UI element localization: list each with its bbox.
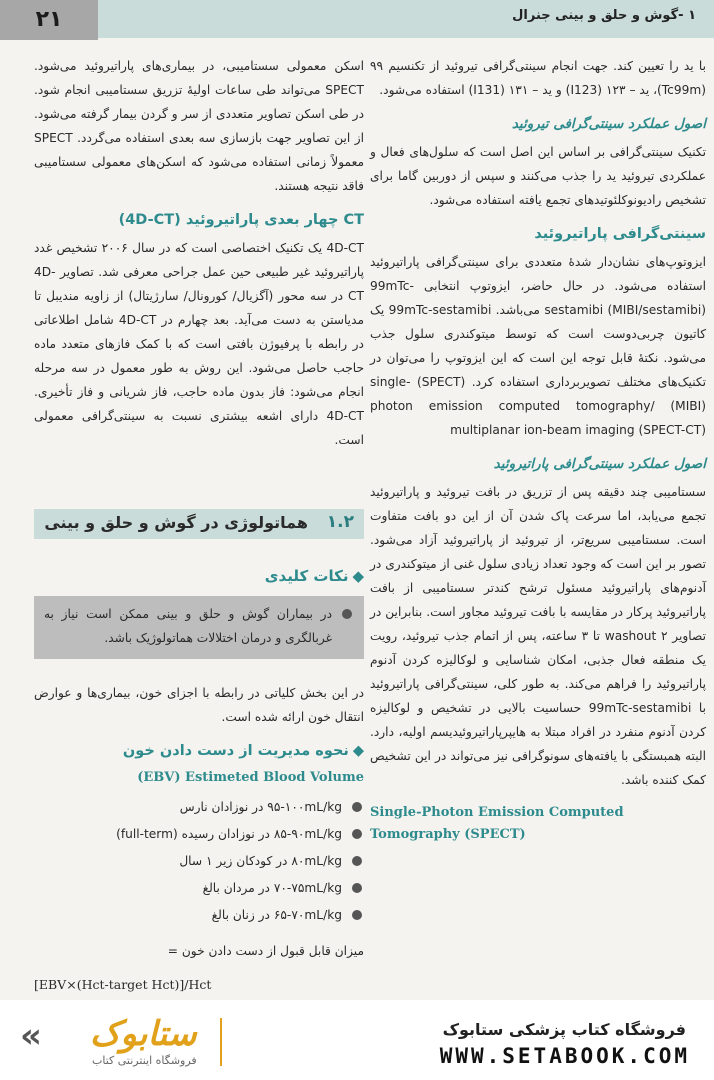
- heading-english: Single-Photon Emission Computed Tomography (SPECT): [370, 805, 624, 842]
- chapter-title: ۱ -گوش و حلق و بینی جنرال: [512, 8, 696, 23]
- paragraph: سستامیبی چند دقیقه پس از تزریق در بافت تیروئید و پاراتیروئید تجمع می‌یابد، اما سرعت پاک شدن آن از این دو بافت متفاوت است. سستامیبی سریع‌تر، از تیروئید از پاراتیروئید آزاد می‌شود. تصور بر این است که وجود تعداد زیادی سلول غنی از میتوکندری در آدنوم‌های پاراتیروئید مسئول ترشح کندتر سستامیبی از بافت پاراتیروئید پرکار در مقایسه با بافت تیروئید مجاور است. بنابراین در تصاویر washout ۲ تا ۳ ساعته، پس از اتمام جذب تیروئید، رویت یک منطقه فعال جذبی، امکان شناسایی و لوکالیزه کردن آدنوم پاراتیروئید را فراهم می‌کند. به طور کلی، سینتی‌گرافی پاراتیروئید با 99mTc-sestamibi حساسیت بالایی در تشخیص و لوکالیزه کردن آدنوم منفرد در افراد مبتلا به هایپرپاراتیروئیدیسم اولیه، دارد. البته همبستگی با یافته‌های سونوگرافی نیز می‌تواند در این تشخیص کمک کننده باشد.: [370, 485, 707, 787]
- list-item: ۶۵-۷۰mL/kg در زنان بالغ: [34, 903, 364, 927]
- paragraph: 4D-CT یک تکنیک اختصاصی است که در سال ۲۰۰۶ تشخیص غدد پاراتیروئید غیر طبیعی حین عمل جراحی معرفی شد. تصاویر 4D-CT در سه محور (آگزیال/ کورونال/ سارژیتال) از زاویه مندیبل تا مدیاستن به دست می‌آید. بعد چهارم در 4D-CT شامل اطلاعاتی در رابطه با پرفیوژن بافتی است که با کمک فازهای متعدد ماده حاجب حاصل می‌شود. این روش به طور معمول در سه مرحله انجام می‌شود: فاز بدون ماده حاجب، فاز شریانی و فاز تأخیری. 4D-CT دارای اشعه بیشتری نسبت به سینتی‌گرافی معمولی است.: [34, 241, 365, 447]
- heading: ◆نحوه مدیریت از دست دادن خون: [122, 743, 364, 759]
- diamond-icon: ◆: [352, 743, 364, 759]
- right-column: [370, 54, 706, 856]
- setabook-logo[interactable]: [20, 1012, 270, 1072]
- ebv-list: [34, 795, 364, 927]
- heading: CT چهار بعدی پاراتیروئید (4D-CT): [118, 212, 364, 228]
- paragraph: در این بخش کلیاتی در رابطه با اجزای خون، بیماری‌ها و عوارض انتقال خون ارائه شده است.: [34, 686, 364, 724]
- chevron-left-icon: «: [20, 1016, 40, 1056]
- section-title: هماتولوژی در گوش و حلق و بینی: [44, 513, 308, 532]
- logo-subtitle: فروشگاه اینترنتی کتاب: [92, 1054, 197, 1067]
- divider: [220, 1018, 222, 1066]
- diamond-icon: ◆: [352, 567, 364, 585]
- key-points-box: [34, 596, 364, 659]
- left-column-lower: [34, 552, 364, 997]
- list-item: ۸۵-۹۰mL/kg در نوزادان رسیده (full-term): [34, 822, 364, 846]
- list-item: ۸۰mL/kg در کودکان زیر ۱ سال: [34, 849, 364, 873]
- list-item: ۷۰-۷۵mL/kg در مردان بالغ: [34, 876, 364, 900]
- paragraph: با ید را تعیین کند. جهت انجام سینتی‌گرافی تیروئید از تکنسیم ۹۹ (Tc99m)، ید – ۱۲۳ (I123) و ید – ۱۳۱ (I131) استفاده می‌شود.: [370, 59, 706, 97]
- heading: اصول عملکرد سینتی‌گرافی تیروئید: [511, 116, 706, 132]
- page-number: ۲۱: [0, 0, 98, 40]
- left-column: [34, 54, 364, 462]
- paragraph: تکنیک سینتی‌گرافی بر اساس این اصل است که سلول‌های فعال و عملکردی تیروئید ید را جذب می‌کنند و سپس از دوربین گاما برای تشخیص رادیونوکلئوتیدهای تجمع یافته استفاده می‌شود.: [370, 145, 706, 207]
- heading-english: (EBV) Estimeted Blood Volume: [137, 770, 364, 785]
- heading: اصول عملکرد سینتی‌گرافی پاراتیروئید: [493, 456, 706, 472]
- formula: [EBV×(Hct-target Hct)]/Hct: [34, 977, 212, 992]
- section-number: ۱.۲: [326, 512, 354, 532]
- footer: [0, 1000, 714, 1080]
- heading: سینتی‌گرافی پاراتیروئید: [534, 226, 706, 242]
- paragraph: اسکن معمولی سستامیبی، در بیماری‌های پاراتیروئید می‌شود. SPECT می‌تواند طی ساعات اولیهٔ تزریق سستامیبی انجام شود. در طی اسکن تصاویر متعددی از سر و گردن بیمار گرفته می‌شود. از این تصاویر جهت بازسازی سه بعدی استفاده می‌گردد. SPECT معمولاً زمانی استفاده می‌شود که اسکن‌های معمولی سستامیبی فاقد نتیجه هستند.: [34, 59, 364, 193]
- list-item: ۹۵-۱۰۰mL/kg در نوزادان نارس: [34, 795, 364, 819]
- shop-url[interactable]: WWW.SETABOOK.COM: [439, 1044, 690, 1068]
- key-point: در بیماران گوش و حلق و بینی ممکن است نیاز به غربالگری و درمان اختلالات هماتولوژیک باشد.: [44, 602, 354, 650]
- formula-label: میزان قابل قبول از دست دادن خون =: [167, 944, 364, 958]
- shop-name: فروشگاه کتاب پزشکی ستابوک: [442, 1020, 686, 1039]
- paragraph: ایزوتوپ‌های نشان‌دار شدهٔ متعددی برای سینتی‌گرافی پاراتیروئید استفاده می‌شود. در حال حاضر، ایزوتوپ انتخابی 99mTc-sestamibi (MIBI/sestamibi) می‌باشد. 99mTc-sestamibi یک کاتیون چربی‌دوست است که توسط میتوکندری سلول جذب می‌شود. نکتهٔ قابل توجه این است که این ایزوتوپ را می‌توان در تکنیک‌های مختلف تصویربرداری استفاده کرد. (SPECT) single-photon emission computed tomography/ (MIBI) multiplanar ion-beam imaging (SPECT-CT): [370, 255, 706, 437]
- section-band: [34, 509, 364, 539]
- key-points-title: ◆نکات کلیدی: [264, 567, 364, 585]
- logo-text: ستابوک: [90, 1014, 197, 1054]
